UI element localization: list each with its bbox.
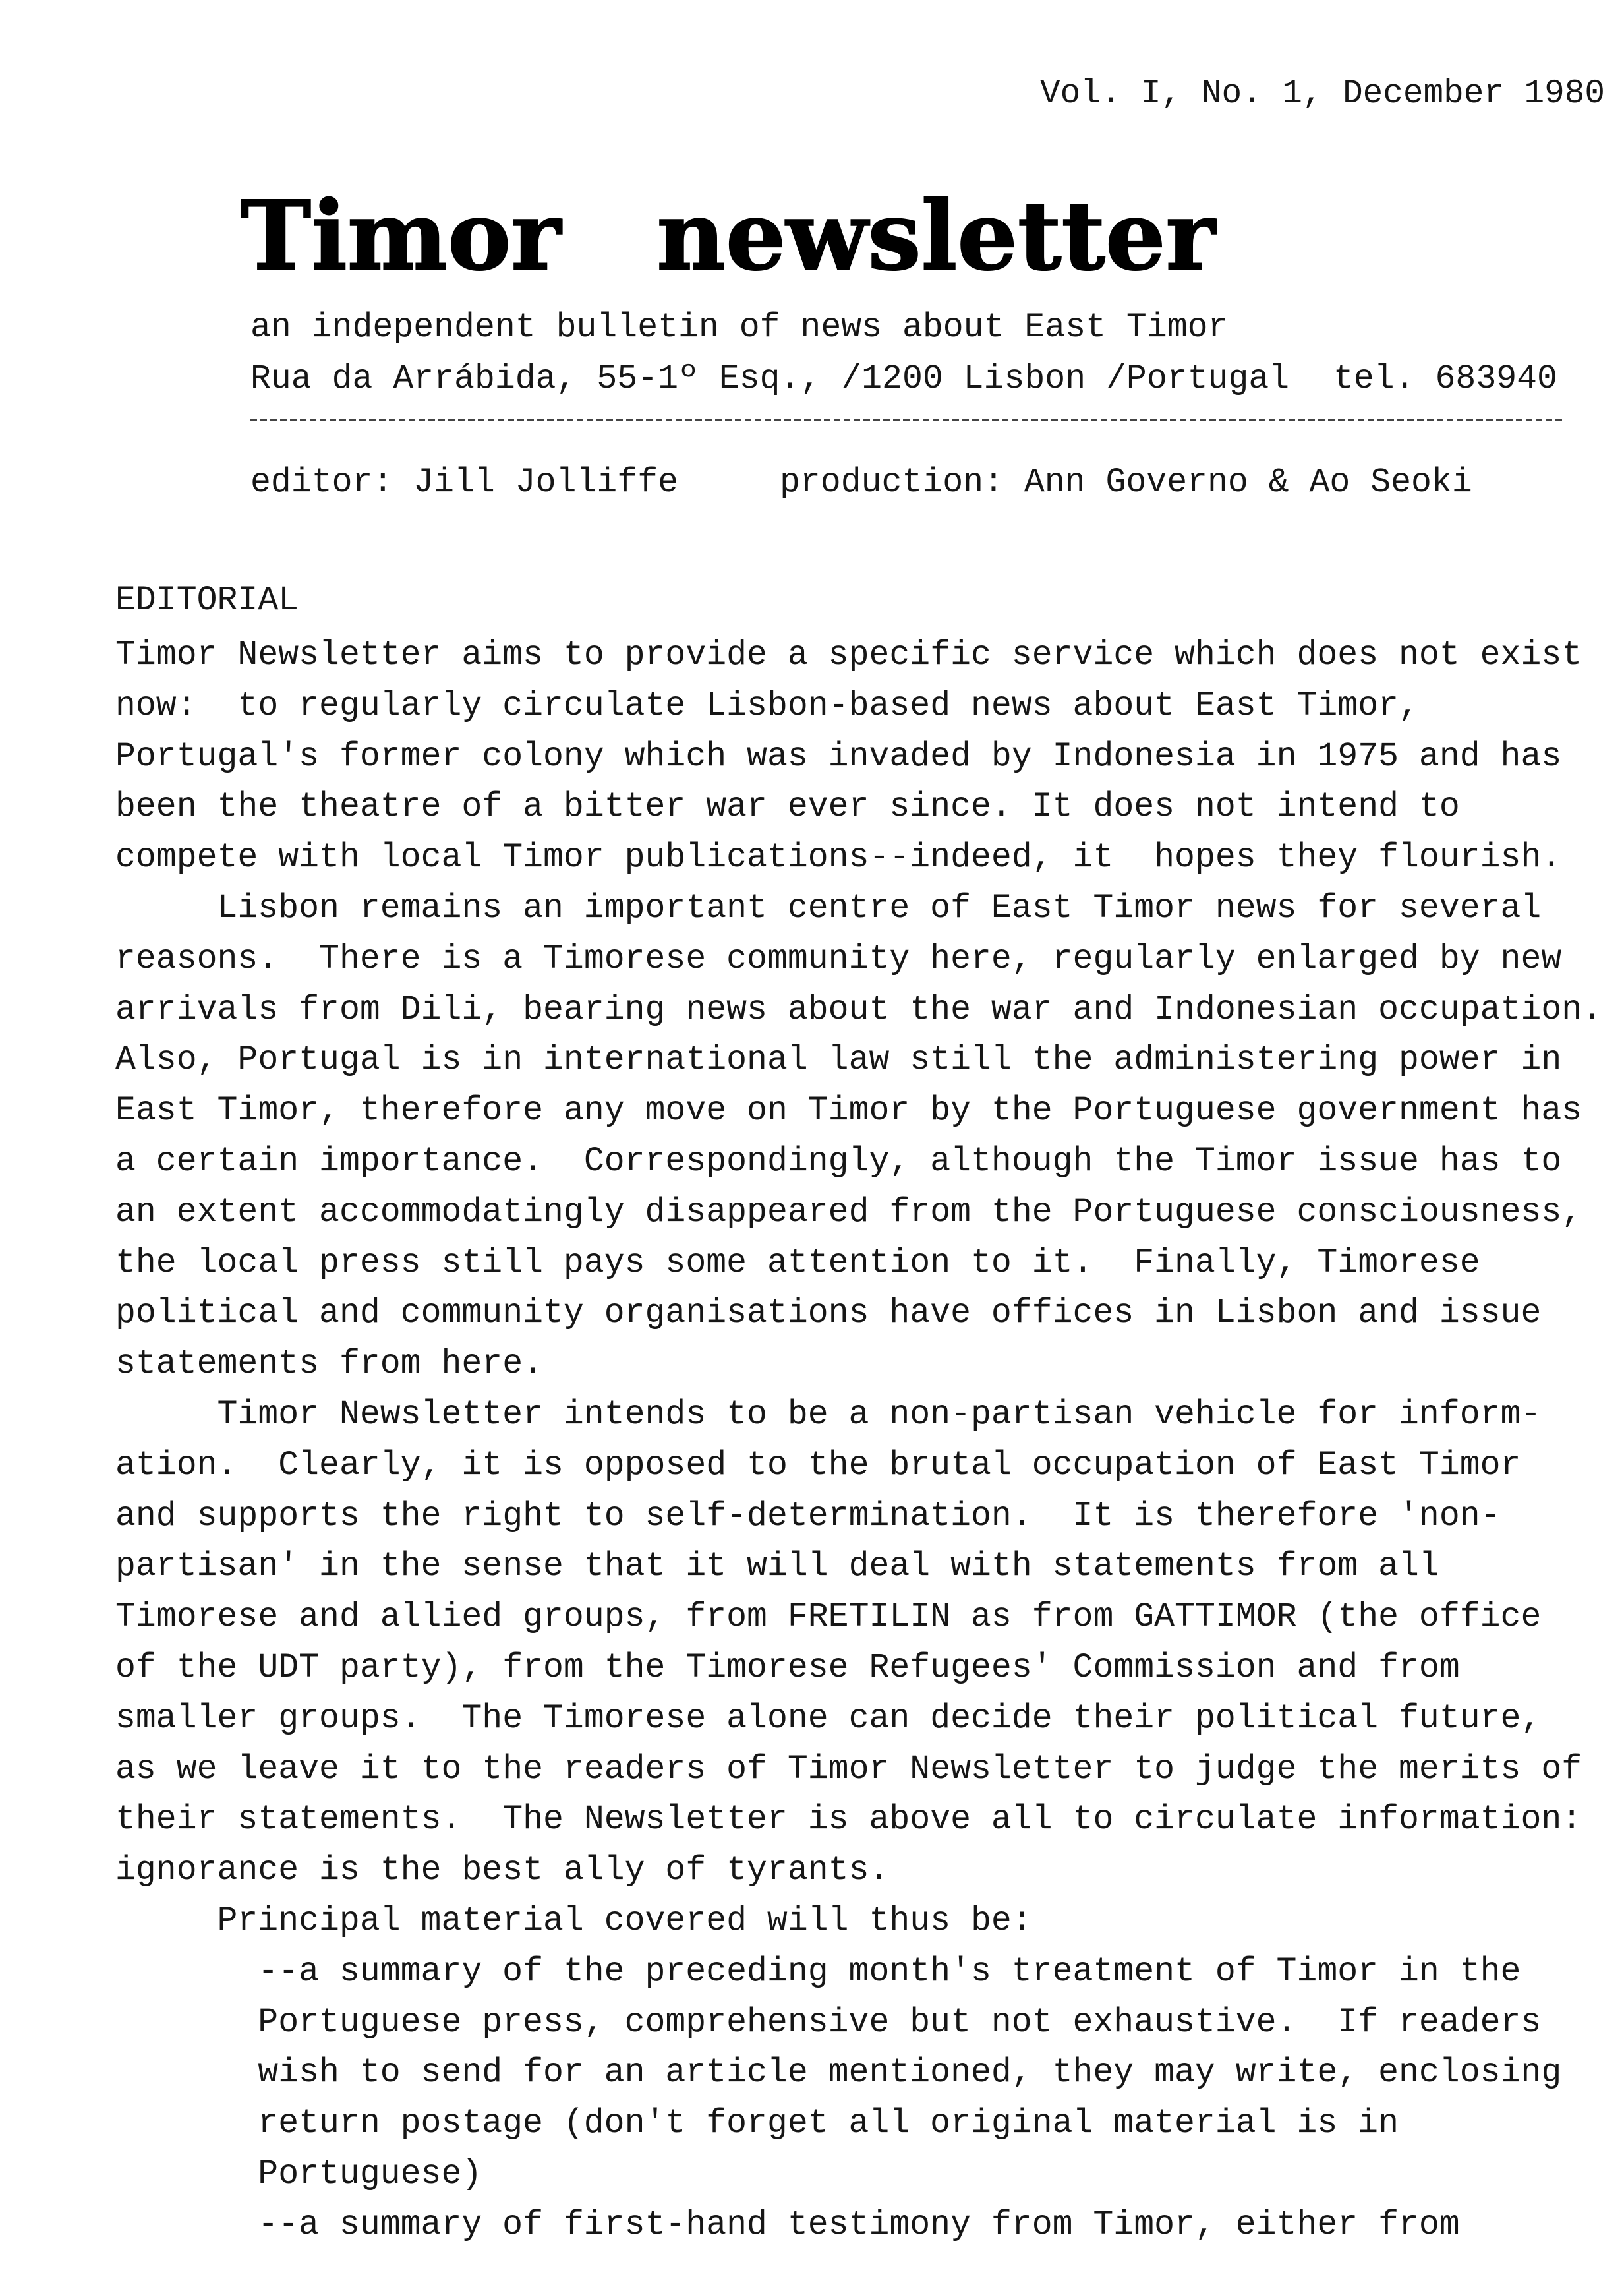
paragraph-line: compete with local Timor publications--indeed, it hopes they flourish. bbox=[115, 839, 1562, 877]
list-item-line: Portuguese press, comprehensive but not exhaustive. If readers bbox=[258, 2003, 1542, 2042]
paragraph-line: the local press still pays some attention to it. Finally, Timorese bbox=[115, 1243, 1480, 1282]
paragraph-line: of the UDT party), from the Timorese Refugees' Commission and from bbox=[115, 1648, 1460, 1687]
paragraph-line: East Timor, therefore any move on Timor by the Portuguese government has bbox=[115, 1092, 1582, 1131]
paragraph-line: Lisbon remains an important centre of East Timor news for several bbox=[217, 889, 1542, 928]
paragraph-line: been the theatre of a bitter war ever since. It does not intend to bbox=[115, 788, 1460, 827]
paragraph-line: their statements. The Newsletter is above all to circulate information: bbox=[115, 1800, 1582, 1839]
paragraph-line: political and community organisations have offices in Lisbon and issue bbox=[115, 1294, 1542, 1333]
paragraph-line: Timorese and allied groups, from FRETILIN as from GATTIMOR (the office bbox=[115, 1598, 1542, 1637]
list-item-line: --a summary of the preceding month's treatment of Timor in the bbox=[258, 1952, 1521, 1991]
editor-credit: editor: Jill Jolliffe bbox=[250, 463, 679, 502]
paragraph-line: a certain importance. Correspondingly, although the Timor issue has to bbox=[115, 1142, 1562, 1181]
masthead-title: Timor newsletter bbox=[241, 180, 1216, 291]
list-item-line: Portuguese) bbox=[258, 2155, 482, 2193]
paragraph-line: statements from here. bbox=[115, 1345, 544, 1384]
section-heading: EDITORIAL bbox=[115, 581, 299, 620]
masthead-phone: tel. 683940 bbox=[1333, 360, 1557, 398]
issue-date-line: Vol. I, No. 1, December 1980 bbox=[1040, 75, 1605, 113]
masthead-address: Rua da Arrábida, 55-1º Esq., /1200 Lisbon /Portugal bbox=[250, 360, 1290, 398]
paragraph-line: an extent accommodatingly disappeared from the Portuguese consciousness, bbox=[115, 1193, 1582, 1232]
paragraph-line: Timor Newsletter intends to be a non-partisan vehicle for inform- bbox=[217, 1395, 1542, 1434]
paragraph-line: as we leave it to the readers of Timor Newsletter to judge the merits of bbox=[115, 1750, 1582, 1789]
paragraph-line: Portugal's former colony which was invaded by Indonesia in 1975 and has bbox=[115, 737, 1562, 776]
paragraph-line: and supports the right to self-determination. It is therefore 'non- bbox=[115, 1497, 1501, 1535]
list-intro: Principal material covered will thus be: bbox=[217, 1901, 1032, 1940]
paragraph-line: arrivals from Dili, bearing news about the war and Indonesian occupation. bbox=[115, 990, 1603, 1029]
paragraph-line: Also, Portugal is in international law still the administering power in bbox=[115, 1041, 1562, 1080]
paragraph-line: reasons. There is a Timorese community here, regularly enlarged by new bbox=[115, 939, 1562, 978]
paragraph-line: Timor Newsletter aims to provide a specific service which does not exist bbox=[115, 636, 1582, 674]
editorial-body bbox=[115, 630, 1611, 2251]
paragraph-line: now: to regularly circulate Lisbon-based news about East Timor, bbox=[115, 686, 1419, 725]
paragraph-line: ignorance is the best ally of tyrants. bbox=[115, 1851, 890, 1890]
masthead-divider bbox=[250, 419, 1562, 421]
list-item-line: return postage (don't forget all original material is in bbox=[258, 2104, 1399, 2143]
list-item-line: wish to send for an article mentioned, they may write, enclosing bbox=[258, 2054, 1562, 2093]
masthead-subtitle: an independent bulletin of news about East Timor bbox=[250, 309, 1229, 347]
paragraph-line: partisan' in the sense that it will deal with statements from all bbox=[115, 1547, 1439, 1586]
list-item-line: --a summary of first-hand testimony from Timor, either from bbox=[258, 2205, 1460, 2244]
paragraph-line: smaller groups. The Timorese alone can decide their political future, bbox=[115, 1699, 1542, 1738]
production-credit: production: Ann Governo & Ao Seoki bbox=[780, 463, 1472, 502]
paragraph-line: ation. Clearly, it is opposed to the brutal occupation of East Timor bbox=[115, 1446, 1521, 1485]
